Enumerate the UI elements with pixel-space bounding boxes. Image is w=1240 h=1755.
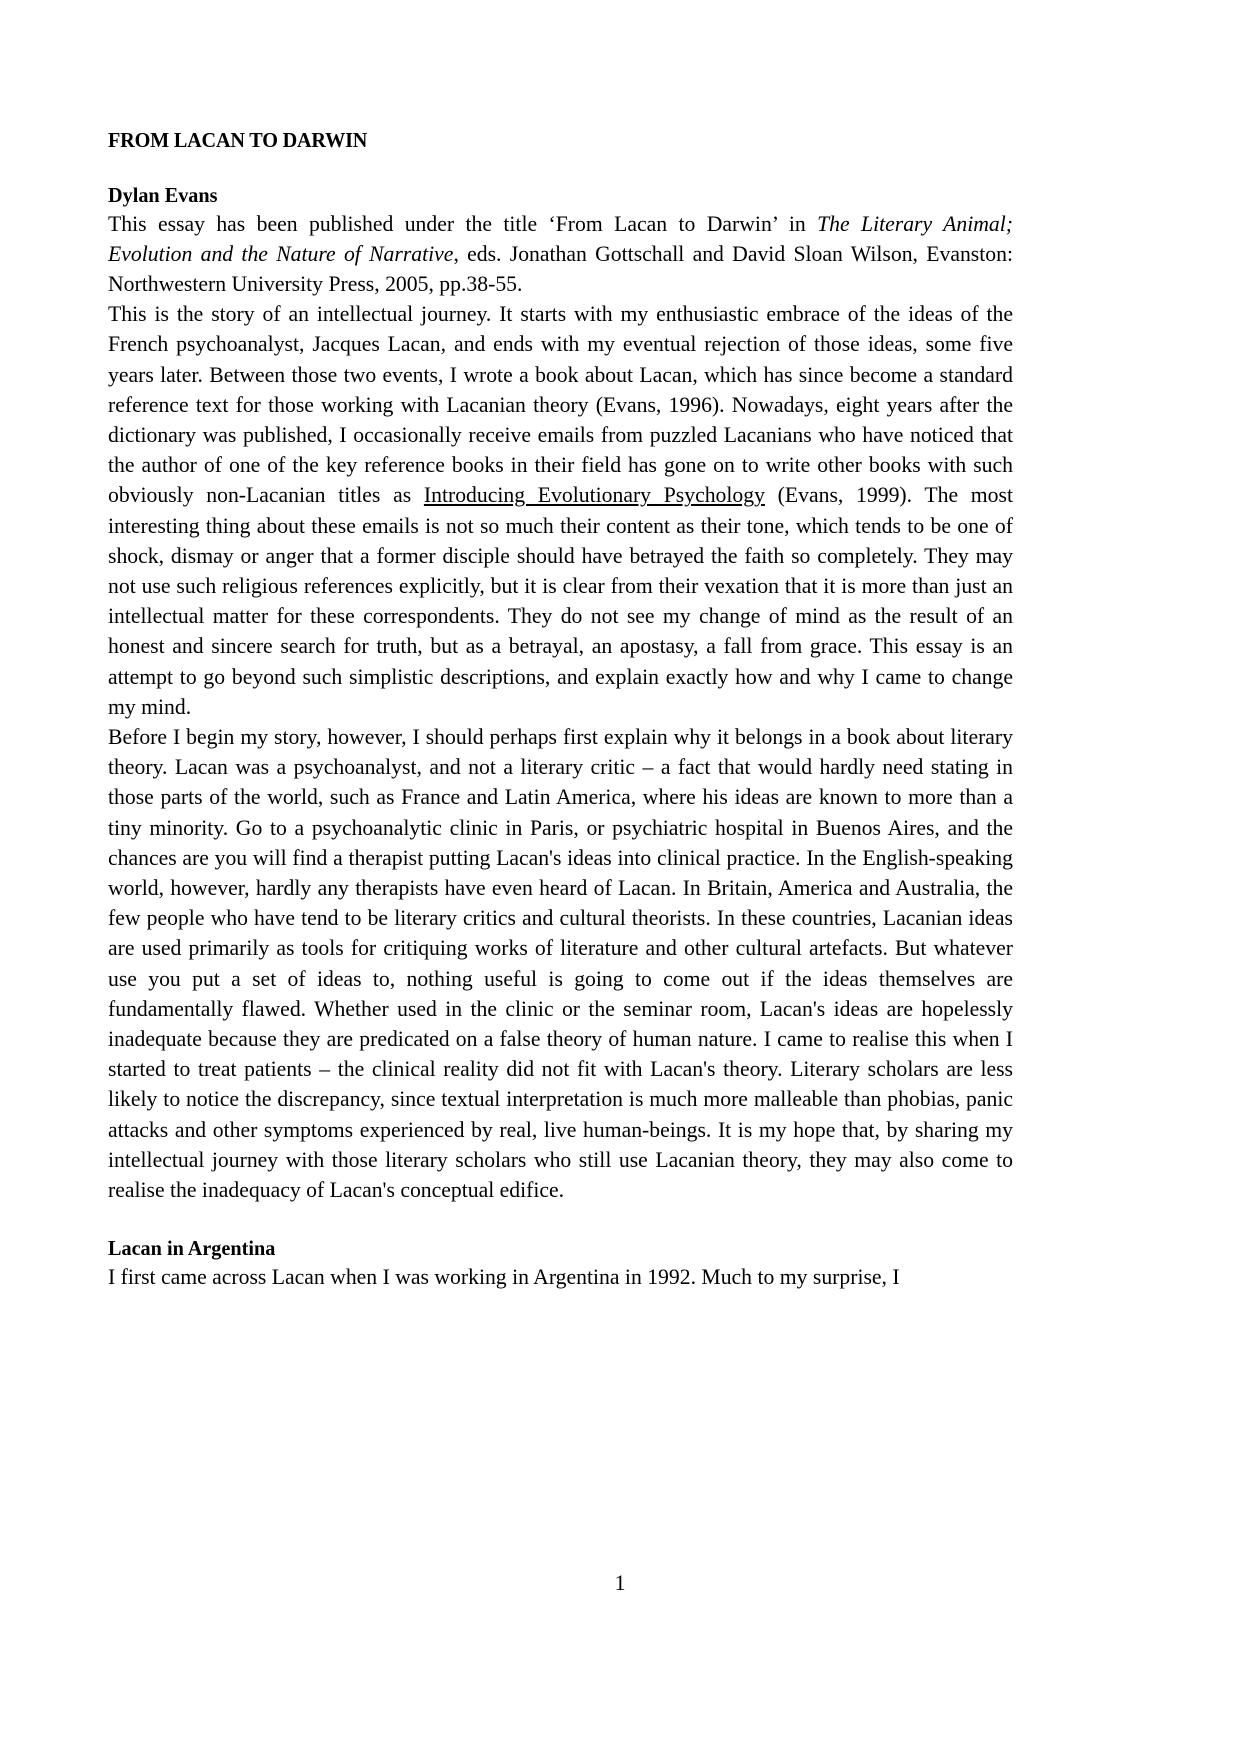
publication-note-after: , eds. Jonathan Gottschall and David Sloan Wilson, Evanston: Northwestern University Press, 2005, pp.38-55. (108, 241, 1013, 296)
intro-paragraph-part-2: (Evans, 1999). The most interesting thing about these emails is not so much their content as their tone, which tends to be one of shock, dismay or anger that a former disciple should have betrayed the faith so completely. They may not use such religious references explicitly, but it is clear from their vexation that it is more than just an intellectual matter for these correspondents. They do not see my change of mind as the result of an honest and sincere search for truth, but as a betrayal, an apostasy, a fall from grace. This essay is an attempt to go beyond such simplistic descriptions, and explain exactly how and why I came to change my mind. (108, 483, 1013, 719)
section-first-paragraph: I first came across Lacan when I was working in Argentina in 1992. Much to my surprise, I (108, 1265, 900, 1290)
page-content (108, 128, 1013, 1292)
intro-paragraph (108, 299, 1013, 722)
introducing-evolutionary-psychology-title: Introducing Evolutionary Psychology (423, 483, 765, 508)
section-heading-lacan-in-argentina: Lacan in Argentina (108, 1236, 276, 1261)
intro-paragraph-part-1: This is the story of an intellectual journey. It starts with my enthusiastic embrace of the ideas of the French psychoanalyst, Jacques Lacan, and ends with my eventual rejection of those ideas, some five years later. Between those two events, I wrote a book about Lacan, which has since become a standard reference text for those working with Lacanian theory (Evans, 1996). Nowadays, eight years after the dictionary was published, I occasionally receive emails from puzzled Lacanians who have noticed that the author of one of the key reference books in their field has gone on to write other books with such obviously non-Lacanian titles as (108, 302, 1013, 508)
page-number: 1 (614, 1571, 626, 1595)
author-name: Dylan Evans (108, 182, 218, 207)
publication-note (108, 209, 1013, 300)
page-title: FROM LACAN TO DARWIN (108, 128, 368, 152)
publication-note-before: This essay has been published under the title ‘From Lacan to Darwin’ in (108, 211, 818, 236)
published-book-title: The Literary Animal; Evolution and the Nature of Narrative (108, 211, 1013, 266)
literary-theory-paragraph: Before I begin my story, however, I should perhaps first explain why it belongs in a book about literary theory. Lacan was a psychoanalyst, and not a literary critic – a fact that would hardly need stating in those parts of the world, such as France and Latin America, where his ideas are known to more than a tiny minority. Go to a psychoanalytic clinic in Paris, or psychiatric hospital in Buenos Aires, and the chances are you will find a therapist putting Lacan's ideas into clinical practice. In the English-speaking world, however, hardly any therapists have even heard of Lacan. In Britain, America and Australia, the few people who have tend to be literary critics and cultural theorists. In these countries, Lacanian ideas are used primarily as tools for critiquing works of literature and other cultural artefacts. But whatever use you put a set of ideas to, nothing useful is going to come out if the ideas themselves are fundamentally flawed. Whether used in the clinic or the seminar room, Lacan's ideas are hopelessly inadequate because they are predicated on a false theory of human nature. I came to realise this when I started to treat patients – the clinical reality did not fit with Lacan's theory. Literary scholars are less likely to notice the discrepancy, since textual interpretation is much more malleable than phobias, panic attacks and other symptoms experienced by real, live human-beings. It is my hope that, by sharing my intellectual journey with those literary scholars who still use Lacanian theory, they may also come to realise the inadequacy of Lacan's conceptual edifice. (108, 725, 1013, 1203)
